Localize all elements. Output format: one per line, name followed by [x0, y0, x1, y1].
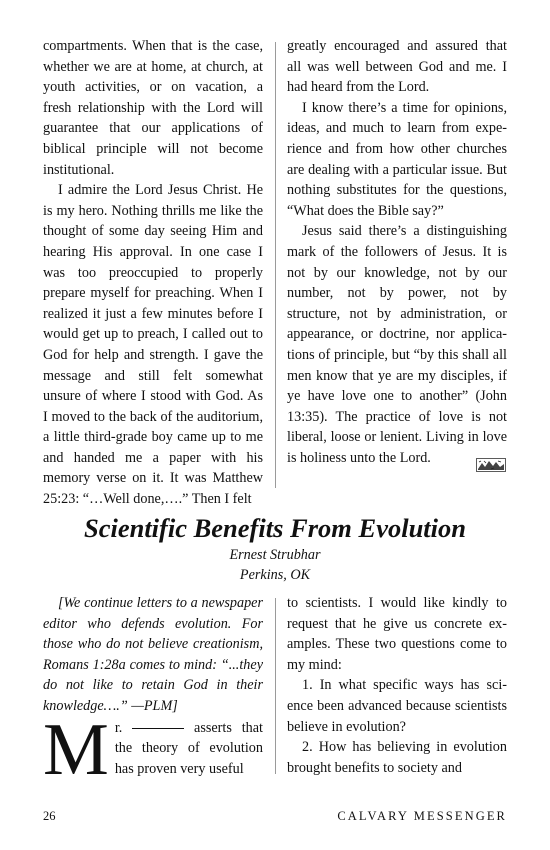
author-byline: Ernest Strubhar: [229, 547, 321, 563]
paragraph: to scientists. I would like kindly to request that he give us concrete examples. These two questions come to my mind:: [287, 595, 507, 673]
paragraph: 2. How has believing in evolution brought benefits to society and: [287, 739, 507, 776]
paragraph: greatly encouraged and assured that all was well between God and me. I had heard from the Lord.: [287, 38, 507, 96]
author-location: Perkins, OK: [239, 567, 311, 583]
drop-cap: M: [43, 708, 109, 791]
first-paragraph: [43, 708, 263, 791]
column-bottom-left: [43, 593, 263, 791]
redacted-name-blank: [132, 728, 184, 729]
first-paragraph-rest: asserts that the theory of evolution has proven very useful: [114, 719, 263, 777]
article-title: Scientific Benefits From Evolution: [83, 513, 467, 543]
column-bottom-right: [287, 593, 507, 778]
paragraph: 1. In what specific ways has science been advanced because scientists believe in evolution?: [287, 677, 507, 735]
paragraph: I admire the Lord Jesus Christ. He is my hero. Nothing thrills me like the thought of some day seeing Him and hearing His approval. In one case I was too preoccupied to properly prepare myself for preaching. When I realized it just a few minutes before I would get up to preach, I called out to God for help and strength. I gave the message and still felt somewhat unsure of where I stood with God. As I moved to the back of the auditorium, a little third-grade boy came up to me and handed me a paper with his memory verse on it. It was Matthew 25:23: “…Well done,….” Then I felt: [43, 182, 263, 508]
column-top-right: [287, 36, 507, 468]
publication-name: CALVARY MESSENGER: [337, 809, 507, 823]
paragraph: compartments. When that is the case, whether we are at home, at church, at youth activities, or on vacation, a fresh relationship with the Lord will guarantee that our applications of biblical principle will not become institutional.: [43, 38, 263, 178]
end-of-article-icon: [476, 458, 506, 472]
paragraph: Jesus said there’s a distinguishing mark of the followers of Jesus. It is not by our knowledge, not by our number, not by power, not by structure, not by administration, or appearance, or doctrine, nor applications of principle, but “by this shall all men know that ye are my disciples, if ye have love one to another” (John 13:35). The practice of love is not liberal, loose or lenient. Living in love is holiness unto the Lord.: [287, 223, 507, 466]
column-divider-top: [275, 42, 276, 488]
column-top-left: [43, 36, 263, 510]
first-paragraph-start: r.: [114, 719, 123, 736]
page-number: 26: [43, 809, 56, 823]
column-divider-bottom: [275, 598, 276, 774]
editor-intro: [We continue letters to a newspaper editor who defends evolution. For those who do not believe creationism, Romans 1:28a comes to mind: “...they do not like to retain God in their knowledge….” —PLM]: [43, 595, 263, 714]
paragraph: I know there’s a time for opinions, ideas, and much to learn from experience and from how other churches are dealing with a particular issue. But nothing substitutes for the questions, “What does the Bible say?”: [287, 99, 507, 219]
